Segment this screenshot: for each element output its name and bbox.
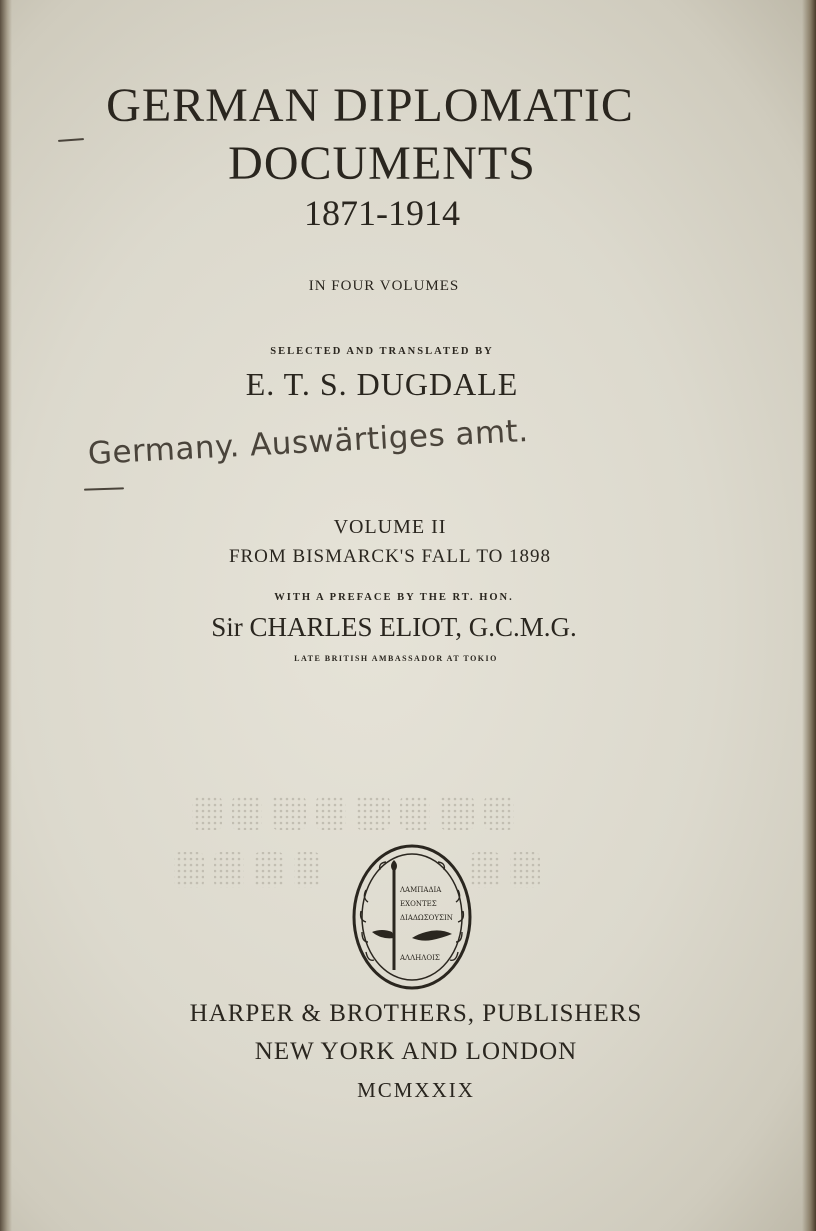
handwritten-underline [84, 487, 124, 490]
title-line-2: DOCUMENTS [228, 137, 536, 190]
publisher-location: NEW YORK AND LONDON [254, 1038, 578, 1065]
preface-author-role: LATE BRITISH AMBASSADOR AT TOKIO [294, 654, 498, 663]
publisher-name: HARPER & BROTHERS, PUBLISHERS [189, 1000, 643, 1027]
preface-intro: WITH A PREFACE BY THE RT. HON. [274, 592, 514, 603]
emblem-inscription-3: ΔΙΑΔΩΣΟΥΣΙΝ [400, 914, 453, 922]
publication-year: MCMXXIX [357, 1078, 475, 1102]
selected-by: SELECTED AND TRANSLATED BY [270, 346, 494, 357]
volume-subtitle: FROM BISMARCK'S FALL TO 1898 [228, 546, 552, 567]
emblem-inscription-2: ΕΧΟΝΤΕΣ [400, 900, 437, 908]
title-line-1: GERMAN DIPLOMATIC [106, 79, 634, 132]
emblem-inscription-1: ΛΑΜΠΑΔΙΑ [400, 886, 442, 894]
volumes-note: IN FOUR VOLUMES [308, 278, 460, 294]
volume-number: VOLUME II [333, 516, 447, 538]
emblem-inscription-4: ΑΛΛΗΛΟΙΣ [400, 954, 440, 962]
preface-author: Sir CHARLES ELIOT, G.C.M.G. [211, 612, 577, 642]
handwritten-note: Germany. Auswärtiges amt. [87, 412, 530, 472]
author-name: E. T. S. DUGDALE [245, 366, 519, 402]
harper-torch-emblem-icon [350, 842, 474, 992]
title-years: 1871-1914 [304, 193, 460, 233]
